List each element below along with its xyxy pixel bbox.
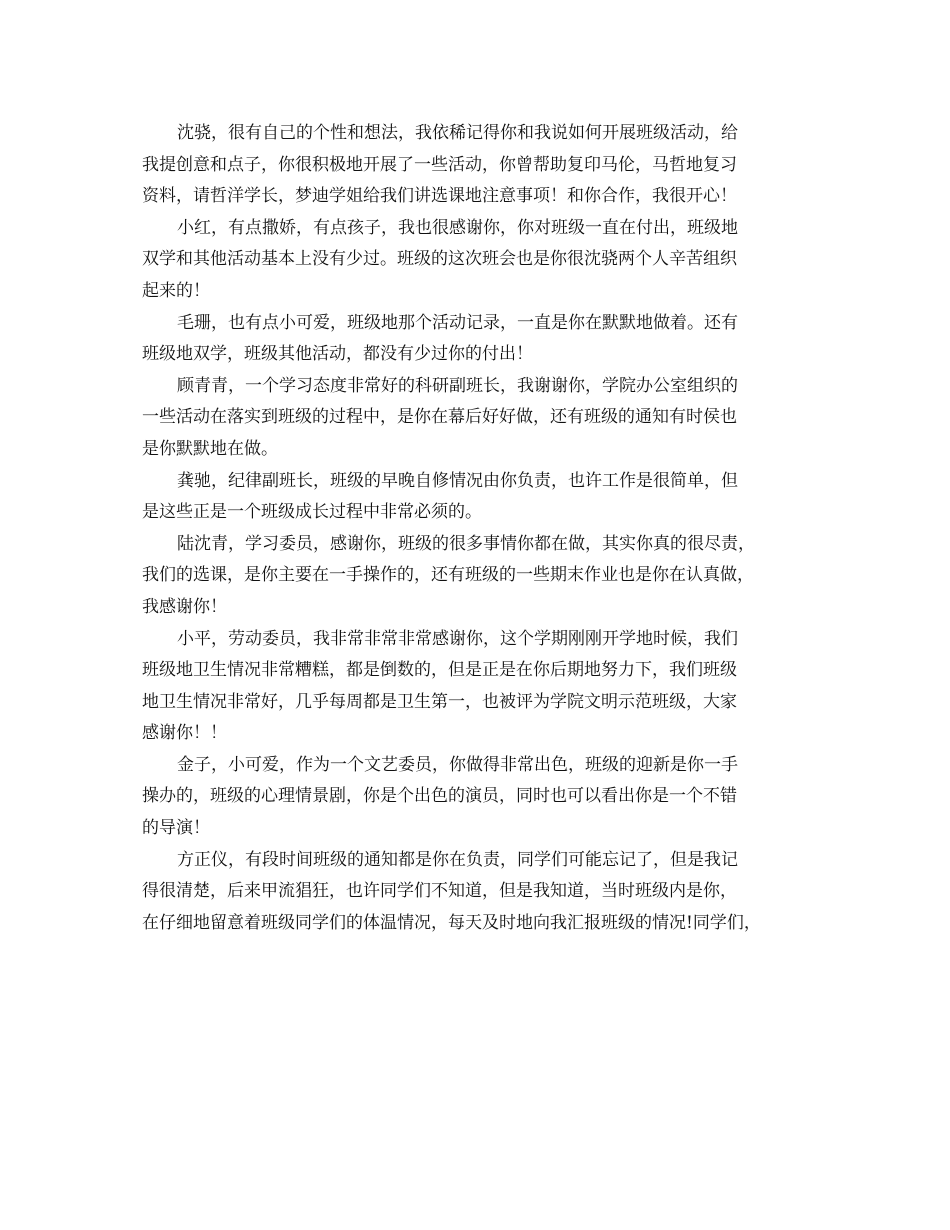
text-line: 金子，小可爱，作为一个文艺委员，你做得非常出色，班级的迎新是你一手 (177, 754, 738, 775)
paragraph-6 (142, 529, 810, 624)
text-line: 操办的，班级的心理情景剧，你是个出色的演员，同时也可以看出你是一个不错 (142, 786, 737, 807)
text-line: 的导演！ (142, 818, 210, 839)
text-line: 双学和其他活动基本上没有少过。班级的这次班会也是你很沈骁两个人辛苦组织 (142, 249, 737, 270)
text-line: 我们的选课，是你主要在一手操作的，还有班级的一些期末作业也是你在认真做， (142, 565, 754, 586)
paragraph-8 (142, 750, 810, 845)
text-line: 是这些正是一个班级成长过程中非常必须的。 (142, 502, 482, 523)
text-line: 是你默默地在做。 (142, 438, 278, 459)
text-line: 班级地卫生情况非常糟糕，都是倒数的，但是正是在你后期地努力下，我们班级 (142, 660, 737, 681)
paragraph-1 (142, 118, 810, 213)
text-line: 小平，劳动委员，我非常非常非常感谢你，这个学期刚刚开学地时候，我们 (177, 628, 738, 649)
text-line: 在仔细地留意着班级同学们的体温情况，每天及时地向我汇报班级的情况!同学们， (142, 912, 761, 933)
text-line: 我提创意和点子，你很积极地开展了一些活动，你曾帮助复印马伦，马哲地复习 (142, 154, 737, 175)
text-line: 方正仪，有段时间班级的通知都是你在负责，同学们可能忘记了，但是我记 (177, 849, 738, 870)
paragraph-9 (142, 845, 810, 940)
text-line: 一些活动在落实到班级的过程中，是你在幕后好好做，还有班级的通知有时侯也 (142, 407, 737, 428)
paragraph-4 (142, 371, 810, 466)
text-line: 得很清楚，后来甲流猖狂，也许同学们不知道，但是我知道，当时班级内是你， (142, 881, 737, 902)
text-line: 沈骁，很有自己的个性和想法，我依稀记得你和我说如何开展班级活动，给 (177, 123, 738, 143)
text-line: 小红，有点撒娇，有点孩子，我也很感谢你，你对班级一直在付出，班级地 (177, 217, 738, 238)
text-line: 我感谢你！ (142, 596, 227, 617)
text-line: 感谢你！！ (142, 723, 227, 744)
text-line: 陆沈青，学习委员，感谢你，班级的很多事情你都在做，其实你真的很尽责， (177, 533, 755, 554)
text-line: 起来的！ (142, 280, 210, 301)
text-line: 资料，请哲洋学长，梦迪学姐给我们讲选课地注意事项！和你合作，我很开心！ (142, 186, 737, 207)
text-line: 龚驰，纪律副班长，班级的早晚自修情况由你负责，也许工作是很简单，但 (177, 470, 738, 491)
text-line: 地卫生情况非常好，几乎每周都是卫生第一，也被评为学院文明示范班级，大家 (142, 691, 737, 712)
paragraph-5 (142, 466, 810, 529)
paragraph-7 (142, 624, 810, 750)
text-line: 毛珊，也有点小可爱，班级地那个活动记录，一直是你在默默地做着。还有 (177, 312, 738, 333)
paragraph-2 (142, 213, 810, 308)
text-line: 顾青青，一个学习态度非常好的科研副班长，我谢谢你，学院办公室组织的 (177, 375, 738, 396)
paragraph-3 (142, 308, 810, 371)
document-body (142, 118, 810, 939)
text-line: 班级地双学，班级其他活动，都没有少过你的付出！ (142, 344, 533, 365)
